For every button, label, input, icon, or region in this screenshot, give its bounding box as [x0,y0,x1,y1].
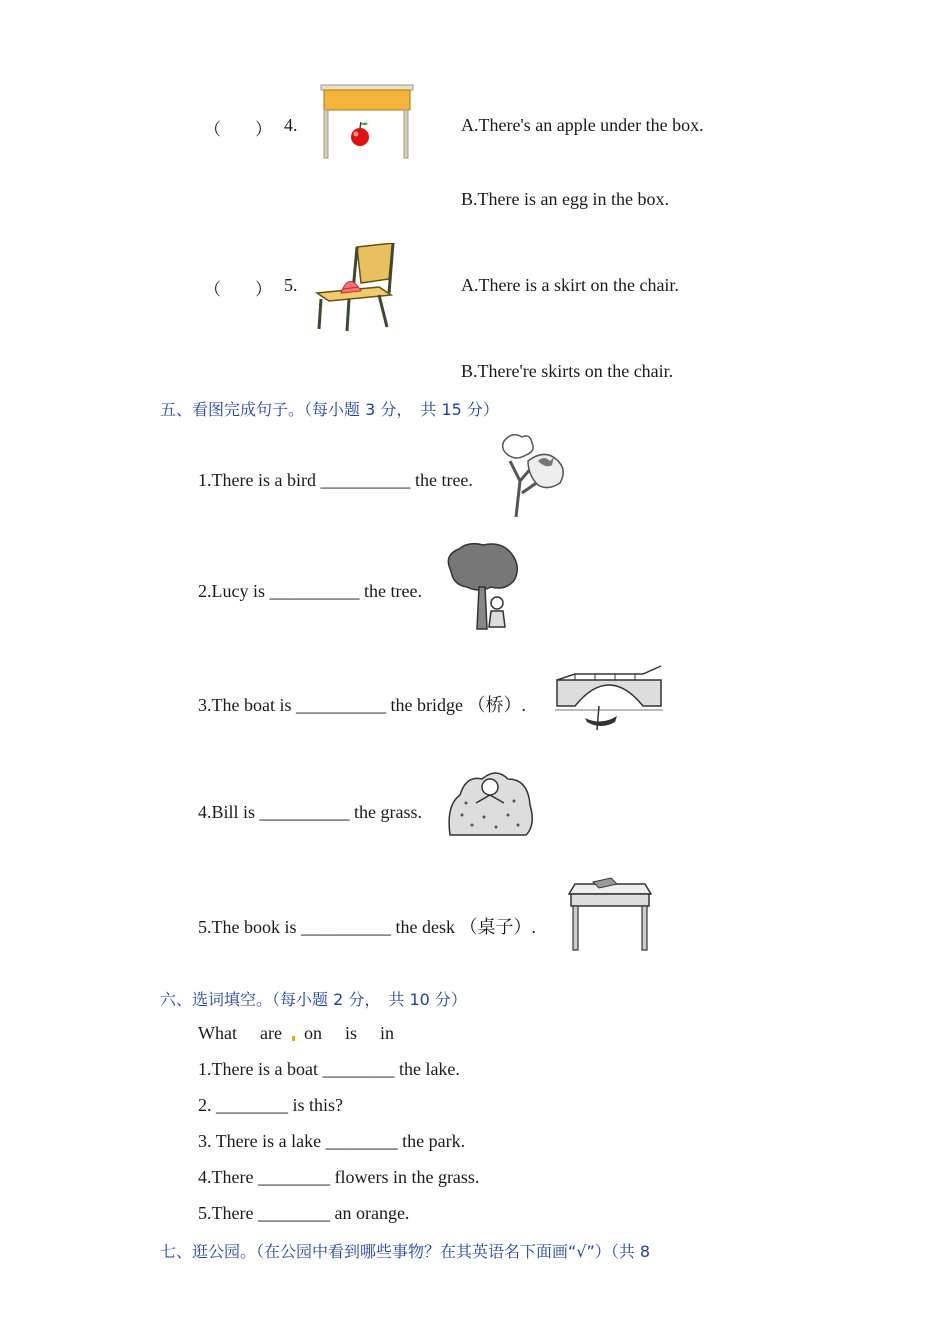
section5-item-2: 2.Lucy is __________ the tree. [198,581,422,601]
q5-answer-paren: （ ） [204,280,272,299]
word-bank-word: in [379,1023,394,1043]
section5-item-1: 1.There is a bird __________ the tree. [198,470,473,490]
word-bank-word: on [303,1023,322,1043]
section6-heading: 六、选词填空。（每小题 2 分， 共 10 分） [160,990,467,1009]
q4-number: 4. [284,115,298,135]
q5-number: 5. [284,275,298,295]
section5-item-4: 4.Bill is __________ the grass. [198,802,422,822]
section6-item-5: 5.There ________ an orange. [198,1203,410,1223]
boy-in-grass-icon [446,765,534,841]
q4-answer-paren: （ ） [204,120,272,139]
q4-option-a: A.There's an apple under the box. [461,115,704,135]
word-bank-word: What [198,1023,237,1043]
section6-item-2: 2. ________ is this? [198,1095,344,1115]
section6-item-1: 1.There is a boat ________ the lake. [198,1059,460,1079]
word-bank [198,1023,394,1044]
q5-option-b: B.There're skirts on the chair. [461,361,674,381]
section5-item-5: 5.The book is __________ the desk （桌子）. [198,917,536,937]
section6-item-4: 4.There ________ flowers in the grass. [198,1167,480,1187]
section5-item-3: 3.The boat is __________ the bridge （桥）. [198,695,526,715]
word-bank-word: are [259,1023,282,1043]
word-bank-word: is [344,1023,357,1043]
girl-behind-tree-icon [443,541,521,633]
apple-under-table-icon [320,84,414,160]
section5-heading: 五、看图完成句子。（每小题 3 分， 共 15 分） [160,400,499,419]
q4-option-b: B.There is an egg in the box. [461,189,669,209]
section7-heading: 七、逛公园。（在公园中看到哪些事物？在其英语名下面画“√”）（共 8 [160,1242,651,1261]
bird-in-tree-icon [498,431,570,521]
skirt-on-chair-icon [313,243,395,333]
q5-option-a: A.There is a skirt on the chair. [461,275,679,295]
separator-dot [292,1036,295,1041]
boat-under-bridge-icon [555,660,663,732]
section6-item-3: 3. There is a lake ________ the park. [198,1131,466,1151]
book-on-desk-icon [567,876,653,952]
